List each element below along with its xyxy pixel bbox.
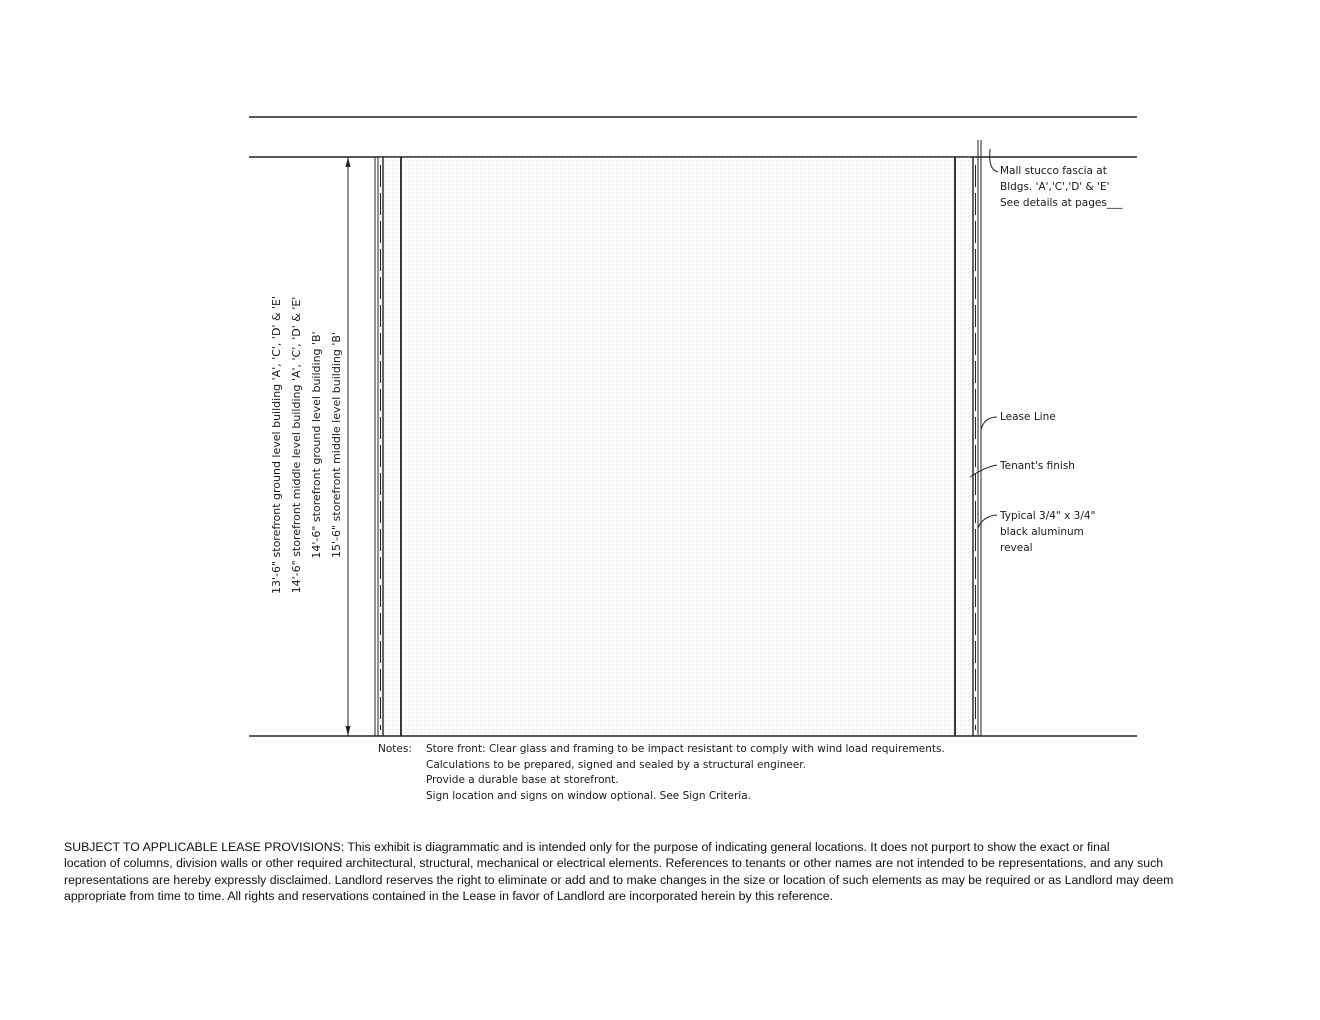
note-line: Store front: Clear glass and framing to be impact resistant to comply with wind load requirements. [426, 743, 945, 755]
dimension-labels [270, 296, 343, 594]
callout-text: black aluminum [1000, 526, 1084, 538]
disclaimer-line: representations are hereby expressly disclaimed. Landlord reserves the right to eliminate or add and to make changes in the size or location of such elements as may be required or as Landlord may deem [64, 872, 1174, 887]
callout-text: Bldgs. 'A','C','D' & 'E' [1000, 181, 1110, 193]
note-line: Sign location and signs on window optional. See Sign Criteria. [426, 790, 751, 802]
storefront-glass-panel [380, 157, 976, 736]
fascia-leader [990, 149, 998, 172]
drawing-notes [378, 743, 945, 802]
callout-text: See details at pages___ [1000, 197, 1123, 209]
lease-disclaimer [64, 839, 1264, 905]
dimension-label: 14'-6" storefront ground level building 'B' [310, 331, 323, 559]
dimension-label: 14'-6" storefront middle level building 'A', 'C', 'D' & 'E' [290, 296, 303, 594]
callout-text: Typical 3/4" x 3/4" [1000, 510, 1096, 522]
lease-line-leader [981, 417, 997, 430]
dimension-label: 13'-6" storefront ground level building 'A', 'C', 'D' & 'E' [270, 295, 283, 595]
callout-text: Mall stucco fascia at [1000, 165, 1107, 177]
height-dimension-line [346, 157, 351, 736]
tenant-finish-callout: Tenant's finish [1000, 460, 1075, 472]
note-line: Provide a durable base at storefront. [426, 774, 619, 786]
disclaimer-line: location of columns, division walls or other required architectural, structural, mechanical or electrical elements. References to tenants or other names are not intended to be representations, and any such [64, 856, 1164, 871]
disclaimer-line: SUBJECT TO APPLICABLE LEASE PROVISIONS: This exhibit is diagrammatic and is intended only for the purpose of indicating general locations. It does not purport to show the exact or final [64, 840, 1110, 854]
lease-line-callout: Lease Line [1000, 411, 1056, 423]
note-line: Calculations to be prepared, signed and sealed by a structural engineer. [426, 759, 806, 771]
fascia-callout [1000, 165, 1123, 209]
callout-text: reveal [1000, 542, 1033, 554]
reveal-callout [999, 510, 1095, 554]
disclaimer-line: appropriate from time to time. All rights and reservations contained in the Lease in favor of Landlord are incorporated herein by this reference. [64, 889, 833, 904]
dimension-label: 15'-6" storefront middle level building 'B' [330, 332, 343, 558]
notes-label: Notes: [378, 743, 412, 755]
